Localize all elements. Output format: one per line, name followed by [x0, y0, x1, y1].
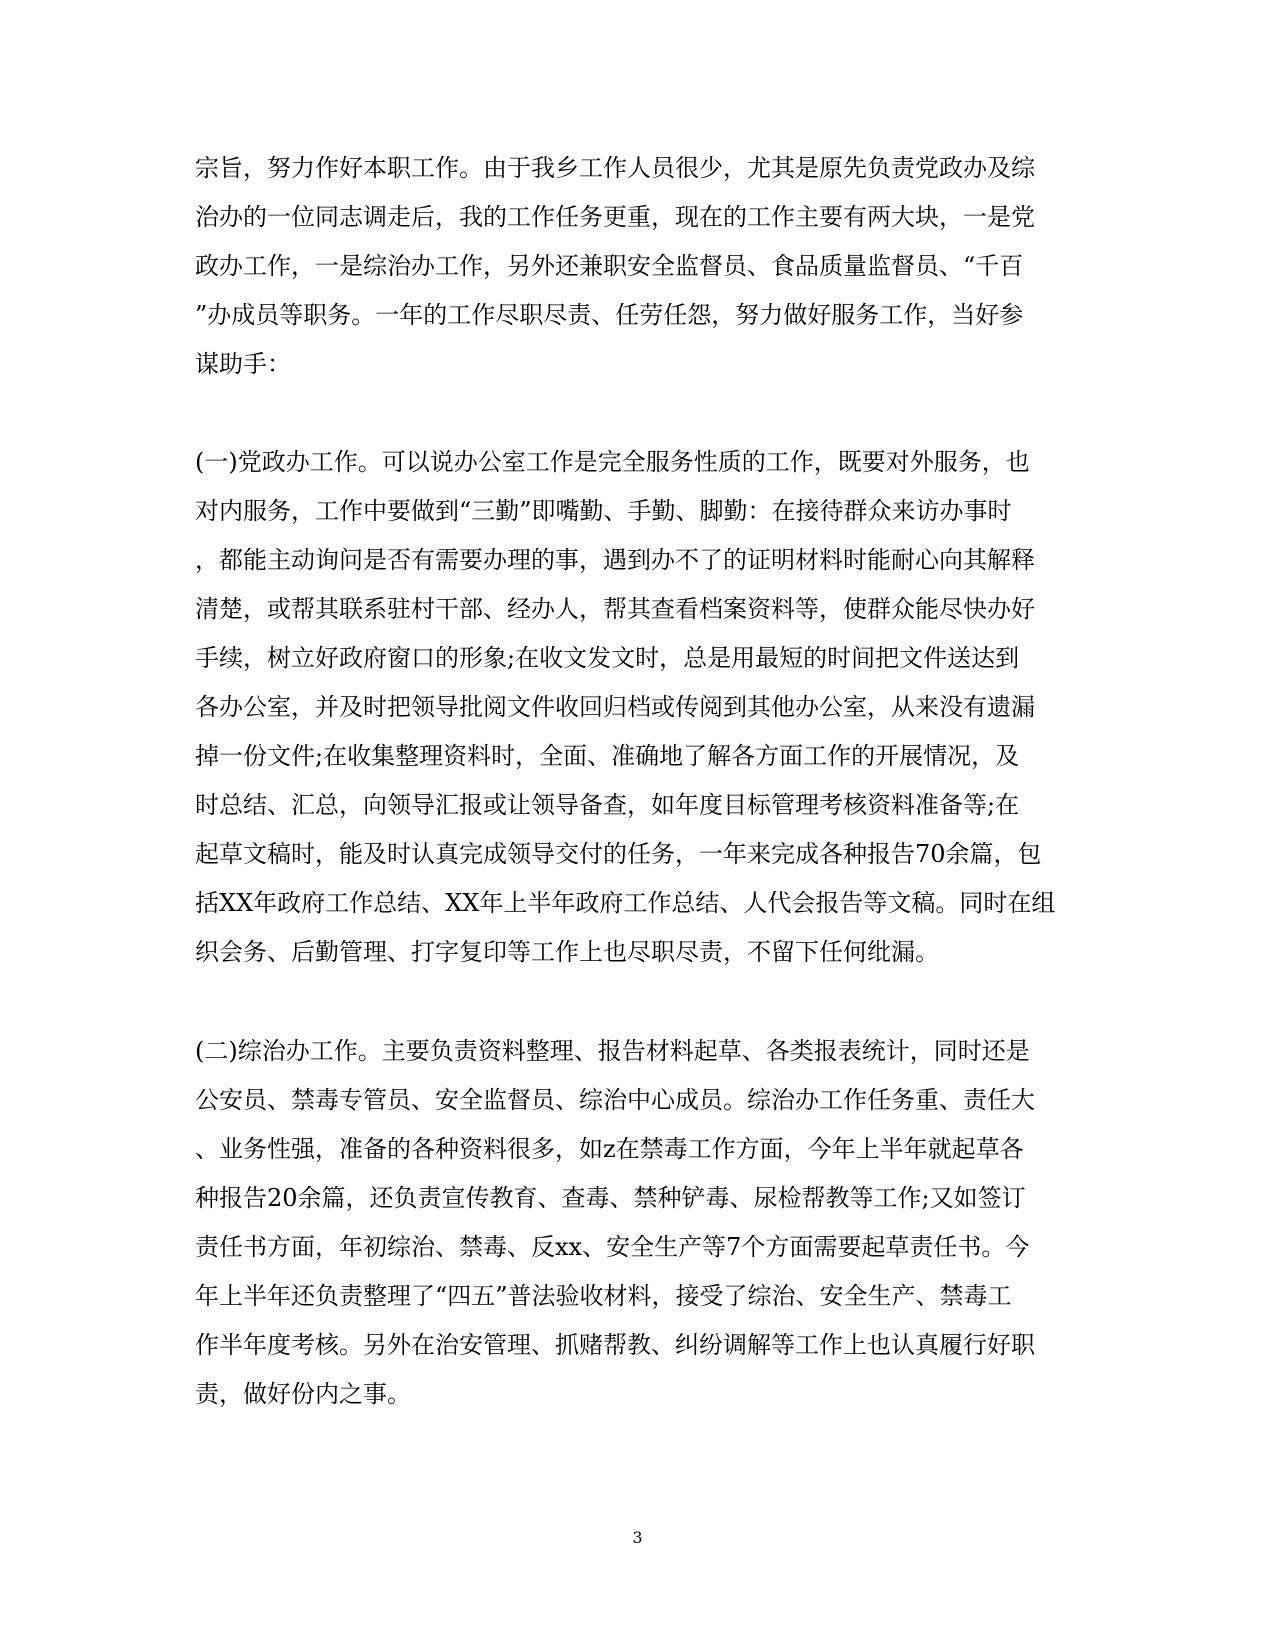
text-line: 政办工作，一是综治办工作，另外还兼职安全监督员、食品质量监督员、“千百 [195, 252, 1024, 280]
text-line: 宗旨，努力作好本职工作。由于我乡工作人员很少，尤其是原先负责党政办及综 [195, 154, 1035, 182]
text-line: 责任书方面，年初综治、禁毒、反xx、安全生产等7个方面需要起草责任书。今 [195, 1233, 1030, 1261]
text-line: 、业务性强，准备的各种资料很多，如z在禁毒工作方面，今年上半年就起草各 [195, 1135, 1024, 1163]
text-line: 时总结、汇总，向领导汇报或让领导备查，如年度目标管理考核资料准备等;在 [195, 791, 1020, 819]
text-line: 清楚，或帮其联系驻村干部、经办人，帮其查看档案资料等，使群众能尽快办好 [195, 595, 1035, 623]
text-line: 织会务、后勤管理、打字复印等工作上也尽职尽责，不留下任何纰漏。 [195, 938, 939, 966]
text-line: 括XX年政府工作总结、XX年上半年政府工作总结、人代会报告等文稿。同时在组 [195, 889, 1056, 917]
text-line: 治办的一位同志调走后，我的工作任务更重，现在的工作主要有两大块，一是党 [195, 203, 1035, 231]
text-line: ”办成员等职务。一年的工作尽职尽责、任劳任怨，努力做好服务工作，当好参 [195, 301, 1024, 329]
text-line: ，都能主动询问是否有需要办理的事，遇到办不了的证明材料时能耐心向其解释 [195, 546, 1035, 574]
text-line: (一)党政办工作。可以说办公室工作是完全服务性质的工作，既要对外服务，也 [195, 448, 1030, 476]
text-line: 对内服务，工作中要做到“三勤”即嘴勤、手勤、脚勤：在接待群众来访办事时 [195, 497, 1012, 525]
text-line: 年上半年还负责整理了“四五”普法验收材料，接受了综治、安全生产、禁毒工 [195, 1282, 1012, 1310]
text-line: 责，做好份内之事。 [195, 1380, 411, 1408]
text-line: 种报告20余篇，还负责宣传教育、查毒、禁种铲毒、尿检帮教等工作;又如签订 [195, 1184, 1026, 1212]
text-line: 掉一份文件;在收集整理资料时，全面、准确地了解各方面工作的开展情况，及 [195, 742, 1020, 770]
text-line: 谋助手： [195, 350, 291, 378]
text-line: 公安员、禁毒专管员、安全监督员、综治中心成员。综治办工作任务重、责任大 [195, 1086, 1035, 1114]
text-line: (二)综治办工作。主要负责资料整理、报告材料起草、各类报表统计，同时还是 [195, 1037, 1030, 1065]
text-line: 作半年度考核。另外在治安管理、抓赌帮教、纠纷调解等工作上也认真履行好职 [195, 1331, 1035, 1359]
page-number: 3 [632, 1528, 643, 1547]
text-line: 起草文稿时，能及时认真完成领导交付的任务，一年来完成各种报告70余篇，包 [195, 840, 1042, 868]
text-line: 手续，树立好政府窗口的形象;在收文发文时，总是用最短的时间把文件送达到 [195, 644, 1020, 672]
text-line: 各办公室，并及时把领导批阅文件收回归档或传阅到其他办公室，从来没有遗漏 [195, 693, 1035, 721]
